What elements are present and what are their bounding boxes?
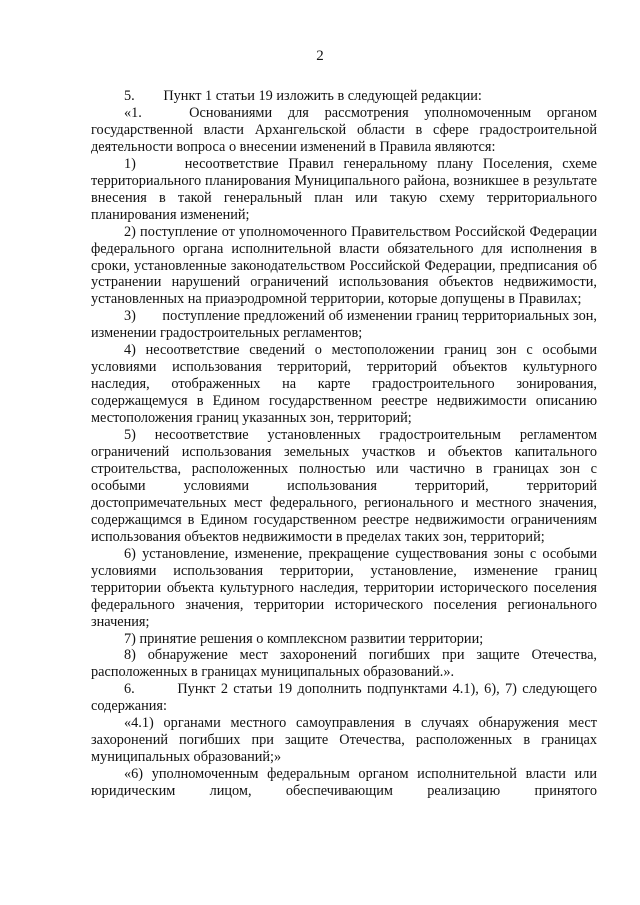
paragraph-subclause-5: 5) несоответствие установленных градостроительным регламентом ограничений использования земельных участков и объектов капитального строительства, расположенных полностью или частично в границах зон с особыми условиями использования территорий, территорий достопримечательных мест федерального, регионального и местного значения, содержащимся в Едином государственном реестре недвижимости ограничениям использования объектов недвижимости в пределах таких зон, территорий;	[91, 427, 597, 545]
paragraph-subclause-7: 7) принятие решения о комплексном развитии территории;	[124, 630, 484, 647]
paragraph-clause-1-intro: «1. Основаниями для рассмотрения уполномоченным органом государственной власти Архангельской области в сфере градостроительной деятельности вопроса о внесении изменений в Правила являются:	[91, 104, 597, 155]
document-body	[91, 88, 597, 800]
page-number: 2	[316, 48, 324, 64]
paragraph-item-5: 5. Пункт 1 статьи 19 изложить в следующей редакции:	[124, 88, 482, 104]
paragraph-subclause-3: 3) поступление предложений об изменении границ территориальных зон, изменении градостроительных регламентов;	[91, 308, 597, 342]
paragraph-subclause-4: 4) несоответствие сведений о местоположении границ зон с особыми условиями использования территорий, территорий объектов культурного наследия, отображенных на карте градостроительного зонирования, содержащемуся в Едином государственном реестре недвижимости описанию местоположения границ указанных зон, территорий;	[91, 342, 597, 427]
paragraph-subclause-6-new: «6) уполномоченным федеральным органом исполнительной власти или юридическим лицом, обеспечивающим реализацию принятого	[91, 766, 597, 800]
paragraph-subclause-2: 2) поступление от уполномоченного Правительством Российской Федерации федерального органа исполнительной власти обязательного для исполнения в сроки, установленные законодательством Российской Федерации, предписания об устранении нарушений ограничений использования объектов недвижимости, установленных на приаэродромной территории, которые допущены в Правилах;	[91, 223, 597, 308]
paragraph-subclause-6: 6) установление, изменение, прекращение существования зоны с особыми условиями использования территории, установление, изменение границ территории объекта культурного наследия, территории исторического поселения федерального значения, территории исторического поселения регионального значения;	[91, 545, 597, 630]
paragraph-subclause-8: 8) обнаружение мест захоронений погибших при защите Отечества, расположенных в границах муниципальных образований.».	[91, 647, 597, 681]
paragraph-subclause-1: 1) несоответствие Правил генеральному плану Поселения, схеме территориального планирования Муниципального района, возникшее в результате внесения в такой генеральный план или такую схему территориального планирования изменений;	[91, 155, 597, 223]
paragraph-subclause-4-1: «4.1) органами местного самоуправления в случаях обнаружения мест захоронений погибших при защите Отечества, расположенных в границах муниципальных образований;»	[91, 715, 597, 766]
paragraph-item-6: 6. Пункт 2 статьи 19 дополнить подпунктами 4.1), 6), 7) следующего содержания:	[91, 681, 597, 715]
